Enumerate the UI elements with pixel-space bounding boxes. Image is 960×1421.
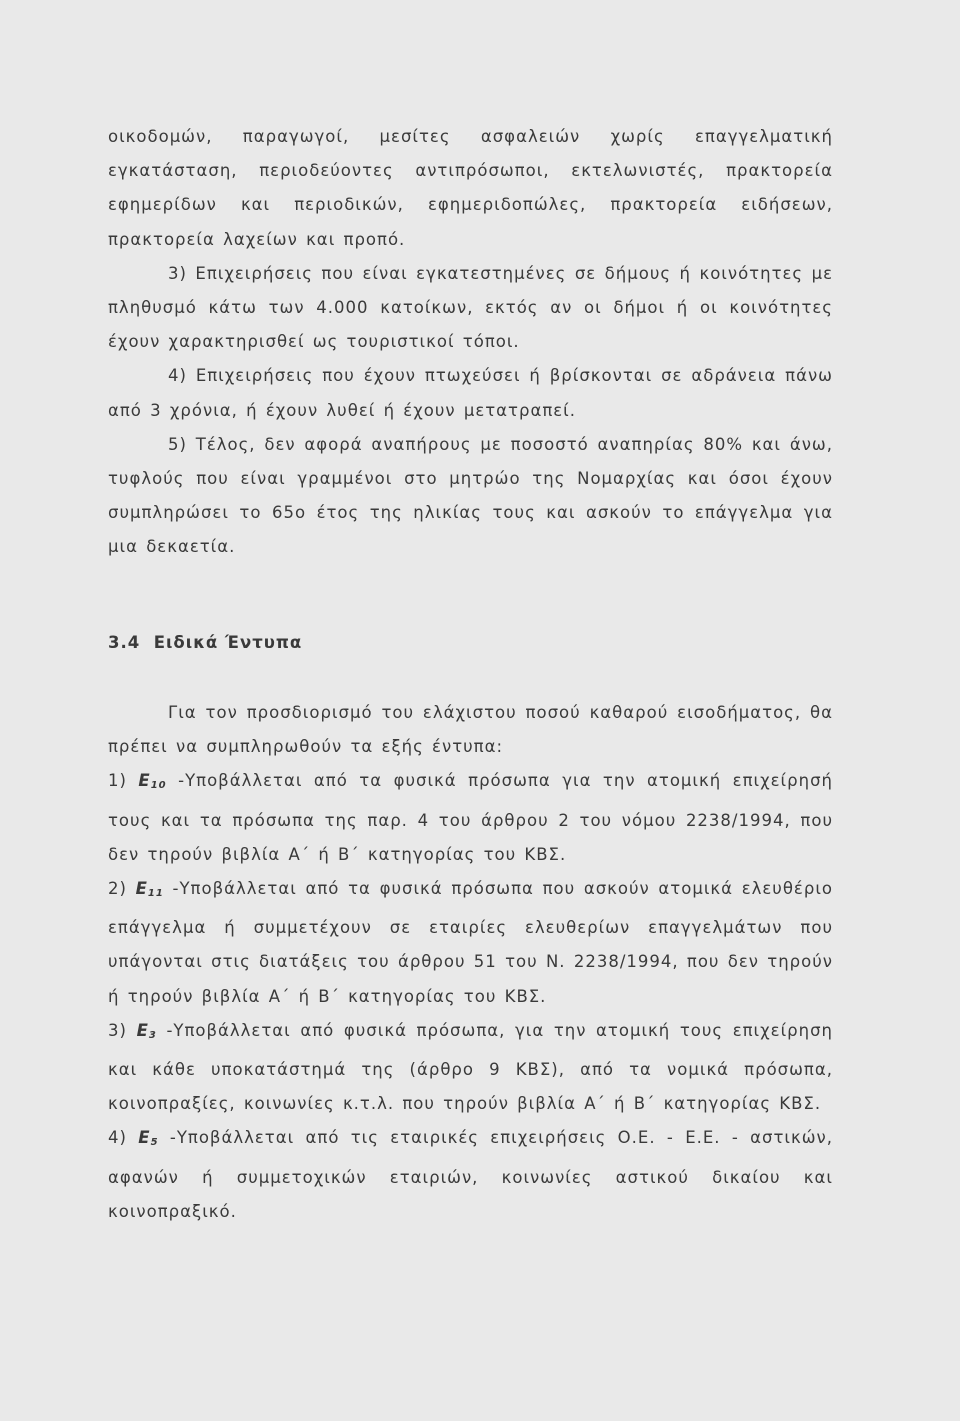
form-item-e11: [108, 872, 833, 1014]
form-item-e10: [108, 764, 833, 872]
form-description: -Υποβάλλεται από φυσικά πρόσωπα, για την ατομική τους επιχείρηση και κάθε υποκατάστημά της (άρθρο 9 ΚΒΣ), από τα νομικά πρόσωπα, κοινοπραξίες, κοινωνίες κ.τ.λ. που τηρούν βιβλία Α΄ ή Β΄ κατηγορίας ΚΒΣ.: [108, 1020, 834, 1114]
form-prefix: 3): [108, 1020, 127, 1040]
section-title: Ειδικά Έντυπα: [153, 633, 303, 652]
section-number: 3.4: [108, 633, 141, 652]
paragraph-continuation: οικοδομών, παραγωγοί, μεσίτες ασφαλειών χωρίς επαγγελματική εγκατάσταση, περιοδεύοντες αντιπρόσωποι, εκτελωνιστές, πρακτορεία εφημερίδων και περιοδικών, εφημεριδοπώλες, πρακτορεία ειδήσεων, πρακτορεία λαχείων και προπό.: [108, 127, 833, 249]
form-description: -Υποβάλλεται από τα φυσικά πρόσωπα που ασκούν ατομικά ελευθέριο επάγγελμα ή συμμετέχουν σε εταιρίες ελευθερίων επαγγελμάτων που υπάγονται στις διατάξεις του άρθρου 51 του Ν. 2238/1994, που δεν τηρούν ή τηρούν βιβλία Α΄ ή Β΄ κατηγορίας του ΚΒΣ.: [108, 879, 834, 1006]
form-item-e5: [108, 1121, 833, 1229]
form-description: -Υποβάλλεται από τις εταιρικές επιχειρήσεις Ο.Ε. - Ε.Ε. - αστικών, αφανών ή συμμετοχικών εταιριών, κοινωνίες αστικού δικαίου και κοινοπραξικό.: [108, 1128, 834, 1221]
document-page: [108, 120, 834, 1221]
form-prefix: 1): [108, 771, 127, 791]
form-code: $E_{11}$: [135, 879, 164, 900]
paragraph-item-3: 3) Επιχειρήσεις που είναι εγκατεστημένες σε δήμους ή κοινότητες με πληθυσμό κάτω των 4.000 κατοίκων, εκτός αν οι δήμοι ή οι κοινότητες έχουν χαρακτηρισθεί ως τουριστικοί τόποι.: [108, 263, 833, 352]
form-prefix: 4): [108, 1128, 127, 1148]
section-body: [108, 696, 833, 1229]
form-item-e3: [108, 1014, 833, 1122]
form-prefix: 2): [108, 879, 127, 899]
form-description: -Υποβάλλεται από τα φυσικά πρόσωπα για την ατομική επιχείρησή τους και τα πρόσωπα της παρ. 4 του άρθρου 2 του νόμου 2238/1994, που δεν τηρούν βιβλία Α΄ ή Β΄ κατηγορίας του ΚΒΣ.: [108, 771, 833, 864]
form-code: $E_5$: [138, 1128, 159, 1149]
paragraph-item-4: 4) Επιχειρήσεις που έχουν πτωχεύσει ή βρίσκονται σε αδράνεια πάνω από 3 χρόνια, ή έχουν λυθεί ή έχουν μετατραπεί.: [108, 366, 833, 420]
form-code: $E_{10}$: [138, 771, 167, 792]
intro-paragraph: Για τον προσδιορισμό του ελάχιστου ποσού καθαρού εισοδήματος, θα πρέπει να συμπληρωθούν τα εξής έντυπα:: [108, 703, 833, 757]
paragraph-item-5: 5) Τέλος, δεν αφορά αναπήρους με ποσοστό αναπηρίας 80% και άνω, τυφλούς που είναι γραμμένοι στο μητρώο της Νομαρχίας και όσοι έχουν συμπληρώσει το 65ο έτος της ηλικίας τους και ασκούν το επάγγελμα για μια δεκαετία.: [108, 434, 833, 557]
form-code: $E_3$: [136, 1020, 157, 1041]
section-heading: [108, 633, 302, 652]
